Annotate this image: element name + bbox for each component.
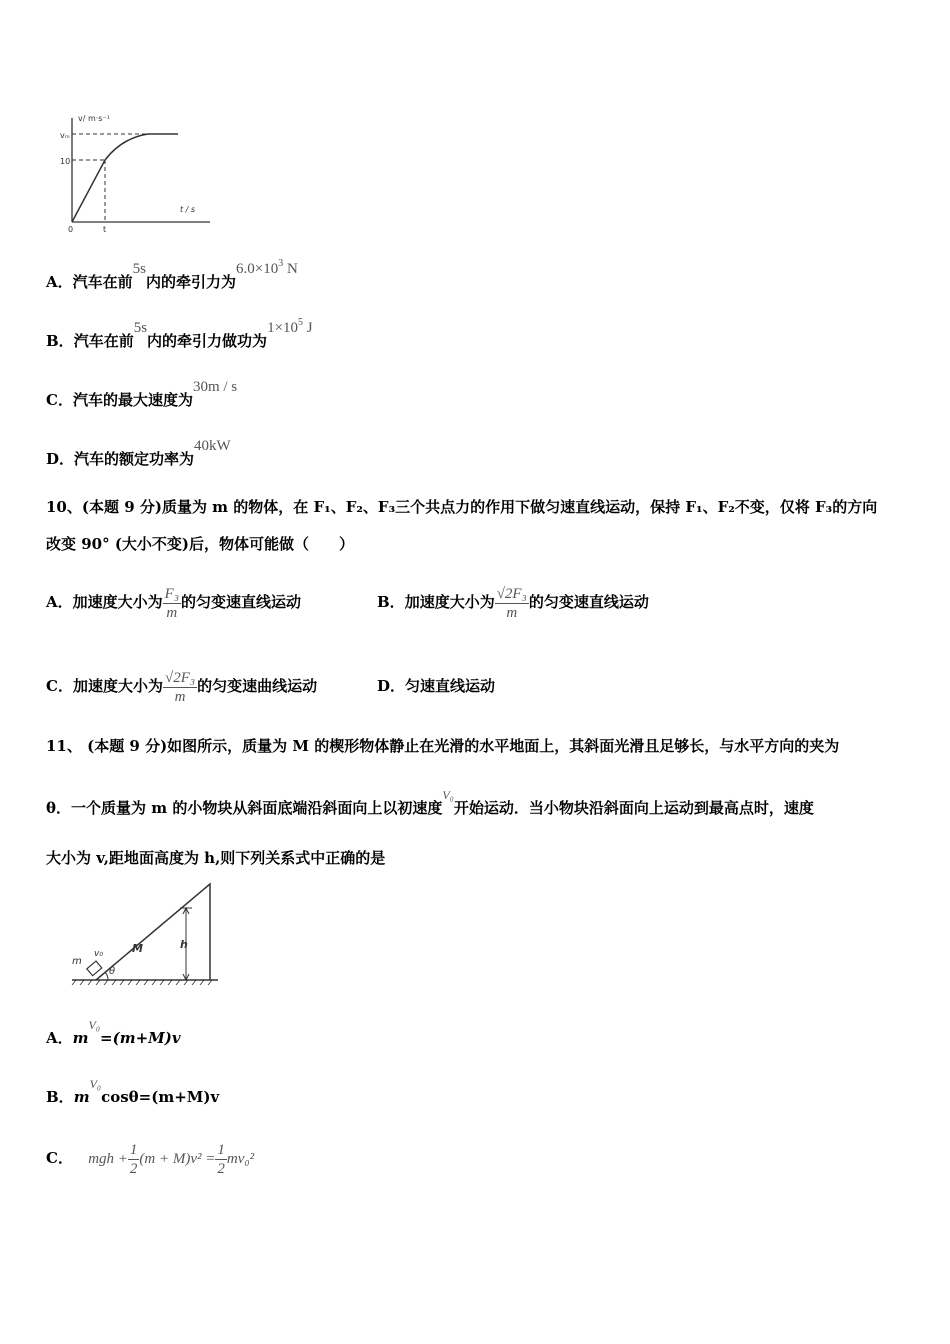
q10-stem-line2: 改变 90° (大小不变)后，物体可能做（ ） [46,535,355,553]
q11-stem-line1: 11、 (本题 9 分)如图所示，质量为 M 的楔形物体静止在光滑的水平地面上，其斜面光滑且足够长，与水平方向的夹为 [46,737,840,755]
x-axis-label: t / s [180,205,196,214]
q9-option-a: A．汽车在前5s内的牵引力为$6.0\times 10^3$ N [46,258,298,291]
vm-label: vₘ [60,131,70,140]
q11-option-c: C． mgh + $\frac{1}{2}$ (m + M)v² = $\frac{1}{2}$ mv₀² [46,1141,255,1177]
t1-label: t [103,225,107,234]
q10-option-d: D．匀速直线运动 [377,677,496,695]
velocity-time-graph [60,112,220,234]
q9-option-b: B．汽车在前5s内的牵引力做功为$1\times 10^5$ J [46,317,313,350]
v0-label: v₀ [94,949,103,959]
q9-option-c: C．汽车的最大速度为30m / s [46,379,238,409]
M-label: M [132,942,143,955]
q11-option-b: B．$m^{V_0}\cos\theta=(m+M)v$ [46,1077,220,1106]
q11-option-a: A．$m^{V_0}=(m+M)v$ [46,1018,181,1047]
m-label: m [72,956,82,967]
theta-label: θ [109,966,116,977]
v10-label: 10 [60,157,71,166]
q9-option-d: D．汽车的额定功率为40kW [46,438,231,468]
q10-stem-line1: 10、(本题 9 分)质量为 m 的物体，在 F₁、F₂、F₃三个共点力的作用下做匀速直线运动，保持 F₁、F₂不变，仅将 F₃的方向 [46,498,878,516]
incline-figure [68,880,223,990]
origin-label: 0 [68,225,74,234]
q11-stem-line3: 大小为 v,距地面高度为 h,则下列关系式中正确的是 [46,849,386,867]
y-axis-label: v/ m·s⁻¹ [78,114,110,123]
q10-option-c: C．加速度大小为 $\frac{\text{√2F₃}}{m}$ 的匀变速曲线运动 [46,669,318,705]
q10-option-a: A．加速度大小为 $\frac{\text{F₃}}{m}$ 的匀变速直线运动 [46,585,302,621]
h-label: h [180,938,188,951]
q10-option-b: B．加速度大小为 $\frac{\text{√2F₃}}{m}$ 的匀变速直线运动 [377,585,649,621]
q11-stem-line2: θ．一个质量为 m 的小物块从斜面底端沿斜面向上以初速度$^{V_0}$开始运动．当小物块沿斜面向上运动到最高点时，速度 [46,788,814,817]
